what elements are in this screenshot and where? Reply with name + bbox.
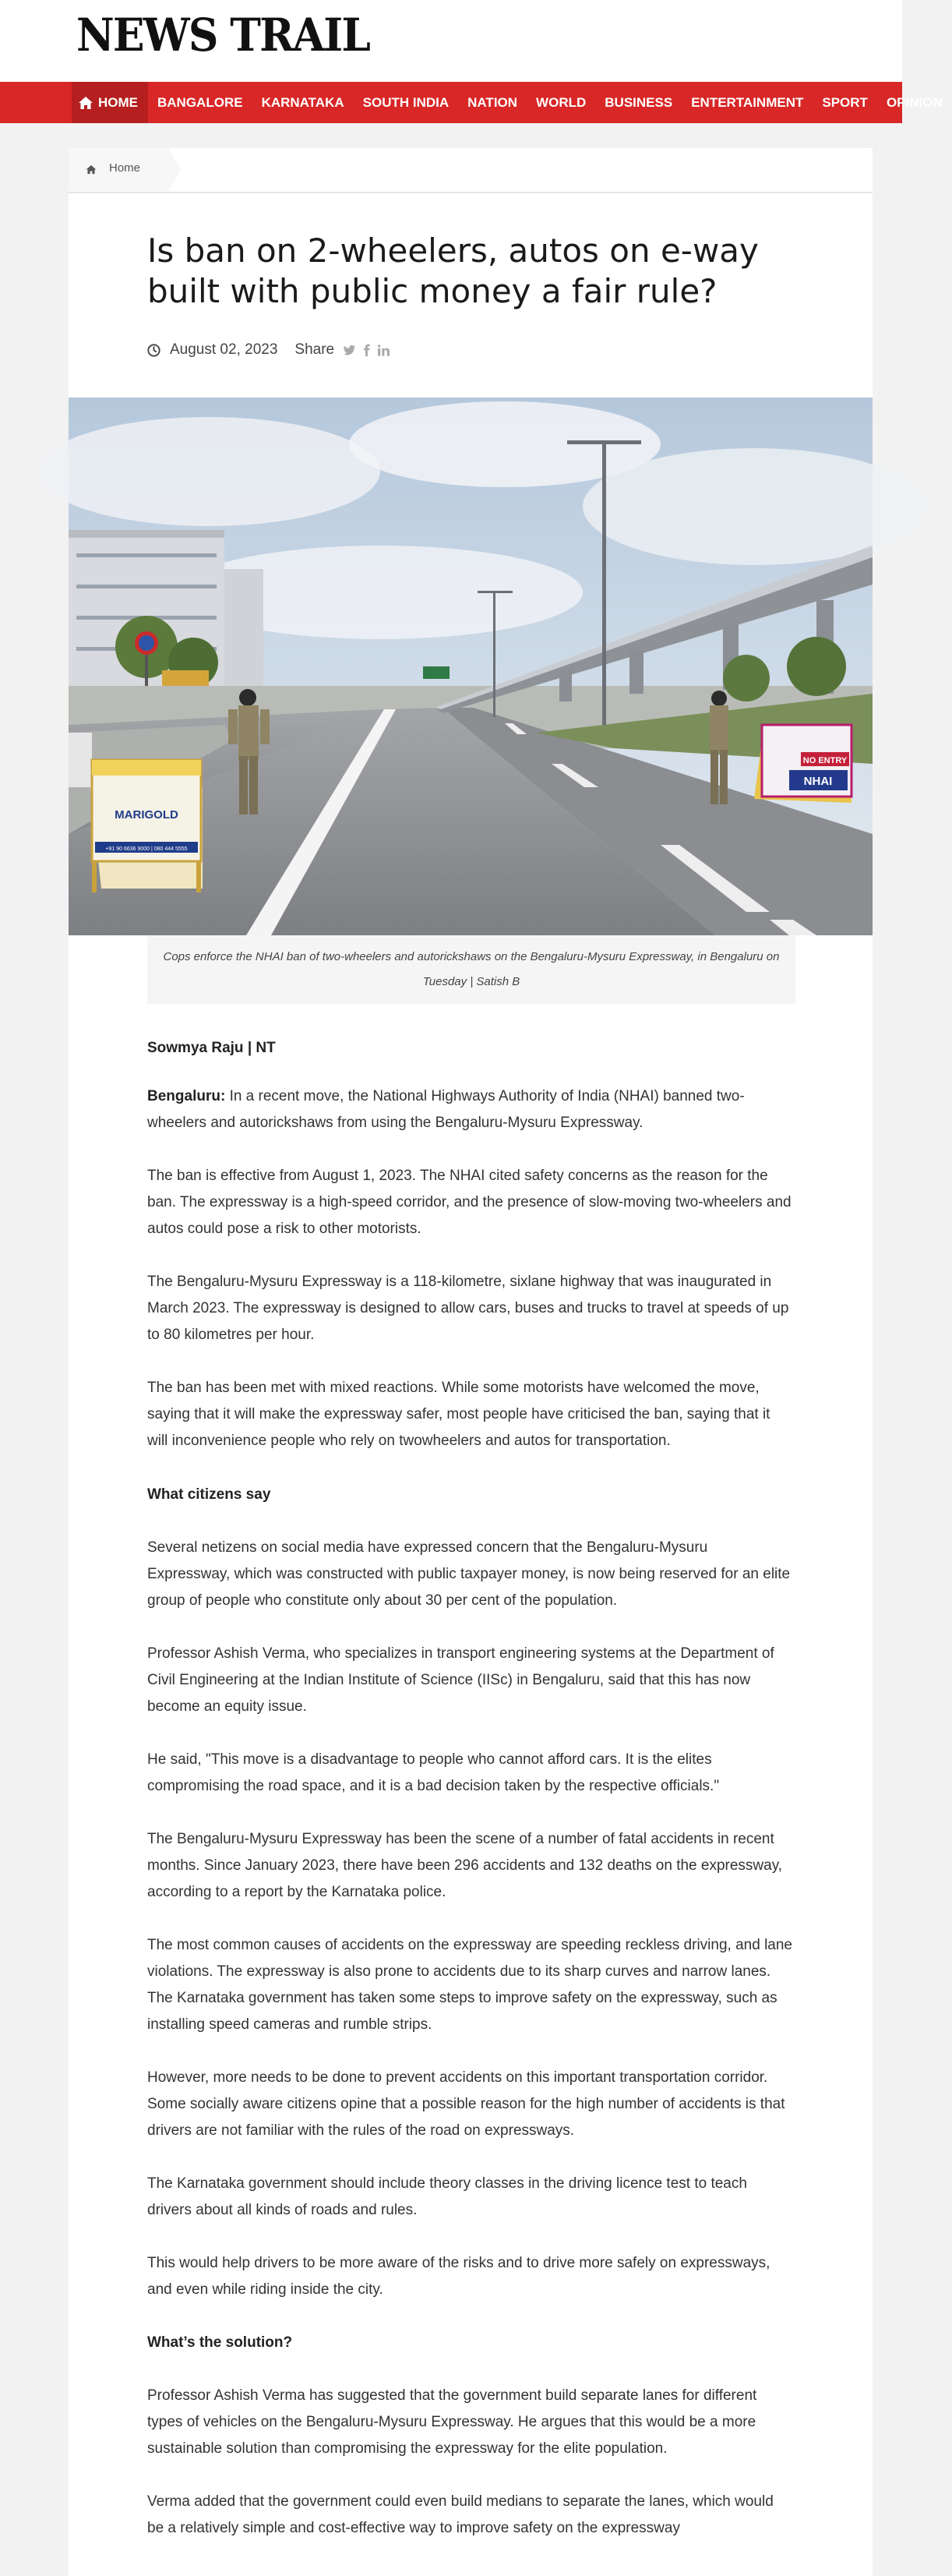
nav-item-karnataka[interactable]: KARNATAKA [261, 95, 344, 110]
article-title: Is ban on 2-wheelers, autos on e-way built with public money a fair rule? [147, 231, 759, 310]
left-board-brand: MARIGOLD [115, 808, 178, 822]
site-logo[interactable]: NEWS TRAIL [76, 9, 370, 62]
right-board-no-entry: NO ENTRY [802, 756, 848, 765]
section-heading: What’s the solution? [147, 2334, 293, 2351]
article-meta [147, 341, 390, 359]
image-caption: Cops enforce the NHAI ban of two-wheelers and autorickshaws on the Bengaluru-Mysuru Expressway, in Bengaluru on Tuesday | Satish B [163, 950, 780, 988]
article-paragraph-text: In a recent move, the National Highways Authority of India (NHAI) banned two-wheelers and autorickshaws from using the Bengaluru-Mysuru Expressway. [147, 1088, 745, 1131]
article-paragraph: This would help drivers to be more aware of the risks and to drive more safely on expressways, and even while riding inside the city. [147, 2255, 770, 2298]
article-paragraph: He said, "This move is a disadvantage to people who cannot afford cars. It is the elites compromising the road space, and it is a bad decision taken by the respective officials." [147, 1751, 720, 1794]
home-icon [78, 96, 93, 110]
article-paragraph: The most common causes of accidents on the expressway are speeding reckless driving, and lane violations. The expressway is also prone to accidents due to its sharp curves and narrow lanes. The Karnataka government has taken some steps to improve safety on the expressway, such as installing speed cameras and rumble strips. [147, 1937, 792, 2033]
article-paragraph: Professor Ashish Verma, who specializes in transport engineering systems at the Department of Civil Engineering at the Indian Institute of Science (IISc) in Bengaluru, said that this has now become an equity issue. [147, 1645, 774, 1715]
image-caption-box [147, 935, 795, 1004]
article-hero-image [69, 398, 873, 935]
article-paragraph [147, 1083, 794, 1136]
article-card [69, 148, 873, 2576]
article-paragraph: The ban has been met with mixed reactions. While some motorists have welcomed the move, saying that it will make the expressway safer, most people have criticised the ban, saying that it will inconvenience people who rely on twowheelers and autos for transportation. [147, 1380, 770, 1449]
breadcrumb-home-label: Home [109, 161, 141, 175]
nav-item-home[interactable] [72, 82, 148, 123]
nav-item-label: HOME [98, 95, 138, 110]
main-nav [0, 82, 943, 123]
nav-item-world[interactable]: WORLD [536, 95, 587, 110]
home-icon [86, 164, 97, 175]
section-heading: What citizens say [147, 1486, 271, 1503]
nav-item-bangalore[interactable]: BANGALORE [157, 95, 243, 110]
nav-item-business[interactable]: BUSINESS [605, 95, 673, 110]
article-paragraph: Several netizens on social media have expressed concern that the Bengaluru-Mysuru Expressway, which was constructed with public taxpayer money, is now being reserved for an elite group of people who constitute only about 30 per cent of the population. [147, 1539, 791, 1609]
breadcrumb-home[interactable] [69, 148, 168, 192]
nav-item-sport[interactable]: SPORT [822, 95, 868, 110]
linkedin-icon[interactable] [377, 344, 390, 357]
clock-icon [147, 344, 160, 357]
facebook-icon[interactable] [360, 344, 373, 357]
breadcrumb [69, 148, 873, 193]
nav-item-south-india[interactable]: SOUTH INDIA [362, 95, 450, 110]
right-board-nhai: NHAI [803, 775, 833, 788]
breadcrumb-arrow [168, 148, 181, 192]
article-date: August 02, 2023 [170, 341, 278, 358]
twitter-icon[interactable] [343, 344, 356, 357]
article-paragraph: The Karnataka government should include theory classes in the driving licence test to teach drivers about all kinds of roads and rules. [147, 2175, 747, 2218]
article-byline: Sowmya Raju | NT [147, 1040, 276, 1056]
nav-item-entertainment[interactable]: ENTERTAINMENT [691, 95, 804, 110]
nav-item-opinion[interactable]: OPINION [886, 95, 943, 110]
article-paragraph: The Bengaluru-Mysuru Expressway is a 118-kilometre, sixlane highway that was inaugurated in March 2023. The expressway is designed to allow cars, buses and trucks to travel at speeds of up to 80 kilometres per hour. [147, 1274, 789, 1343]
site-header [0, 0, 902, 82]
article-paragraph: The ban is effective from August 1, 2023. The NHAI cited safety concerns as the reason for the ban. The expressway is a high-speed corridor, and the presence of slow-moving two-wheelers and autos could pose a risk to other motorists. [147, 1168, 792, 1237]
nav-item-nation[interactable]: NATION [467, 95, 518, 110]
article-paragraph: However, more needs to be done to prevent accidents on this important transportation corridor. Some socially aware citizens opine that a possible reason for the high number of accidents is that drivers are not familiar with the rules of the road on expressways. [147, 2069, 785, 2139]
article-dateline: Bengaluru: [147, 1088, 226, 1104]
article-paragraph: The Bengaluru-Mysuru Expressway has been the scene of a number of fatal accidents in recent months. Since January 2023, there have been 296 accidents and 132 deaths on the expressway, according to a report by the Karnataka police. [147, 1831, 783, 1900]
article-paragraph: Professor Ashish Verma has suggested that the government build separate lanes for different types of vehicles on the Bengaluru-Mysuru Expressway. He argues that this would be a more sustainable solution than compromising the expressway for the elite population. [147, 2387, 757, 2457]
article-paragraph: Verma added that the government could even build medians to separate the lanes, which would be a relatively simple and cost-effective way to improve safety on the expressway [147, 2493, 774, 2536]
left-board-phone: +91 90 6636 9000 | 080 444 5555 [105, 846, 188, 852]
share-label: Share [294, 341, 335, 358]
